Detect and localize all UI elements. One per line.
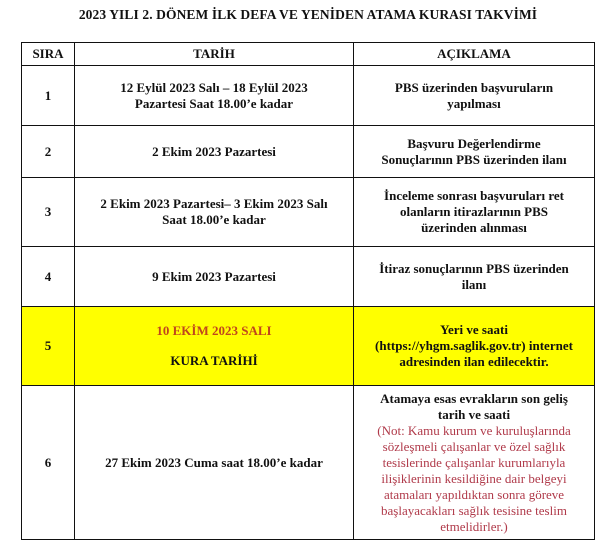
cell-tarih (75, 178, 354, 247)
table-row (22, 247, 595, 307)
aciklama-line: İnceleme sonrası başvuruları ret (384, 188, 564, 203)
tarih-line: Saat 18.00’e kadar (162, 212, 266, 227)
tarih-line: 2 Ekim 2023 Pazartesi– 3 Ekim 2023 Salı (100, 196, 328, 211)
document-title: 2023 YILI 2. DÖNEM İLK DEFA VE YENİDEN ATAMA KURASI TAKVİMİ (78, 7, 538, 22)
cell-sira: 5 (22, 307, 75, 386)
cell-tarih (75, 386, 354, 540)
cell-sira: 4 (22, 247, 75, 307)
aciklama-line: ilanı (461, 276, 487, 292)
aciklama-line: İtiraz sonuçlarının PBS üzerinden (379, 260, 569, 276)
table-row (22, 178, 595, 247)
aciklama-line: Başvuru Değerlendirme (407, 135, 541, 151)
schedule-table (21, 42, 595, 540)
note-line: (Not: Kamu kurum ve kuruluşlarında (377, 422, 571, 438)
table-row (22, 66, 595, 126)
cell-sira: 1 (22, 66, 75, 126)
tarih-line: 2 Ekim 2023 Pazartesi (152, 143, 276, 159)
table-header-row (22, 43, 595, 66)
aciklama-line: Atamaya esas evrakların son geliş (380, 390, 568, 406)
aciklama-line: Sonuçlarının PBS üzerinden ilanı (381, 151, 567, 167)
cell-aciklama (354, 247, 595, 307)
cell-aciklama (354, 66, 595, 126)
table-row (22, 126, 595, 178)
aciklama-line: (https://yhgm.saglik.gov.tr) internet (375, 338, 573, 353)
spacer (81, 339, 347, 353)
note-line: etmelidirler.) (440, 518, 508, 534)
note-line: başlayacakları sağlık tesisine teslim (381, 502, 567, 518)
cell-tarih (75, 66, 354, 126)
cell-sira: 2 (22, 126, 75, 178)
cell-sira: 3 (22, 178, 75, 247)
aciklama-line: yapılması (447, 95, 501, 111)
cell-aciklama (354, 386, 595, 540)
note-line: tesislerinde çalışanlar kurumlarıyla (382, 454, 566, 470)
tarih-line: 12 Eylül 2023 Salı – 18 Eylül 2023 (120, 79, 308, 95)
tarih-line: 27 Ekim 2023 Cuma saat 18.00’e kadar (105, 454, 323, 470)
aciklama-line: olanların itirazlarının PBS (399, 204, 549, 219)
cell-aciklama (354, 126, 595, 178)
table-row-highlighted (22, 307, 595, 386)
header-tarih: TARİH (75, 43, 354, 66)
table-row (22, 386, 595, 540)
header-sira: SIRA (22, 43, 75, 66)
header-aciklama: AÇIKLAMA (354, 43, 595, 66)
note-line: sözleşmeli çalışanlar ve özel sağlık (382, 438, 566, 454)
kura-date: 10 EKİM 2023 SALI (156, 323, 272, 338)
note-line: ilişiklerinin kesildiğine dair belgeyi (381, 470, 567, 486)
aciklama-line: tarih ve saati (437, 406, 511, 422)
note-line: atamaları yapıldıktan sonra göreve (383, 486, 565, 502)
cell-tarih (75, 247, 354, 307)
kura-label: KURA TARİHİ (170, 353, 258, 368)
cell-sira: 6 (22, 386, 75, 540)
aciklama-line: üzerinden alınması (421, 220, 527, 235)
cell-aciklama (354, 307, 595, 386)
tarih-line: 9 Ekim 2023 Pazartesi (152, 268, 276, 284)
aciklama-line: PBS üzerinden başvuruların (394, 79, 554, 95)
tarih-line: Pazartesi Saat 18.00’e kadar (134, 95, 294, 111)
aciklama-line: adresinden ilan edilecektir. (399, 354, 549, 369)
cell-tarih (75, 126, 354, 178)
cell-aciklama (354, 178, 595, 247)
cell-tarih (75, 307, 354, 386)
aciklama-line: Yeri ve saati (440, 322, 508, 337)
